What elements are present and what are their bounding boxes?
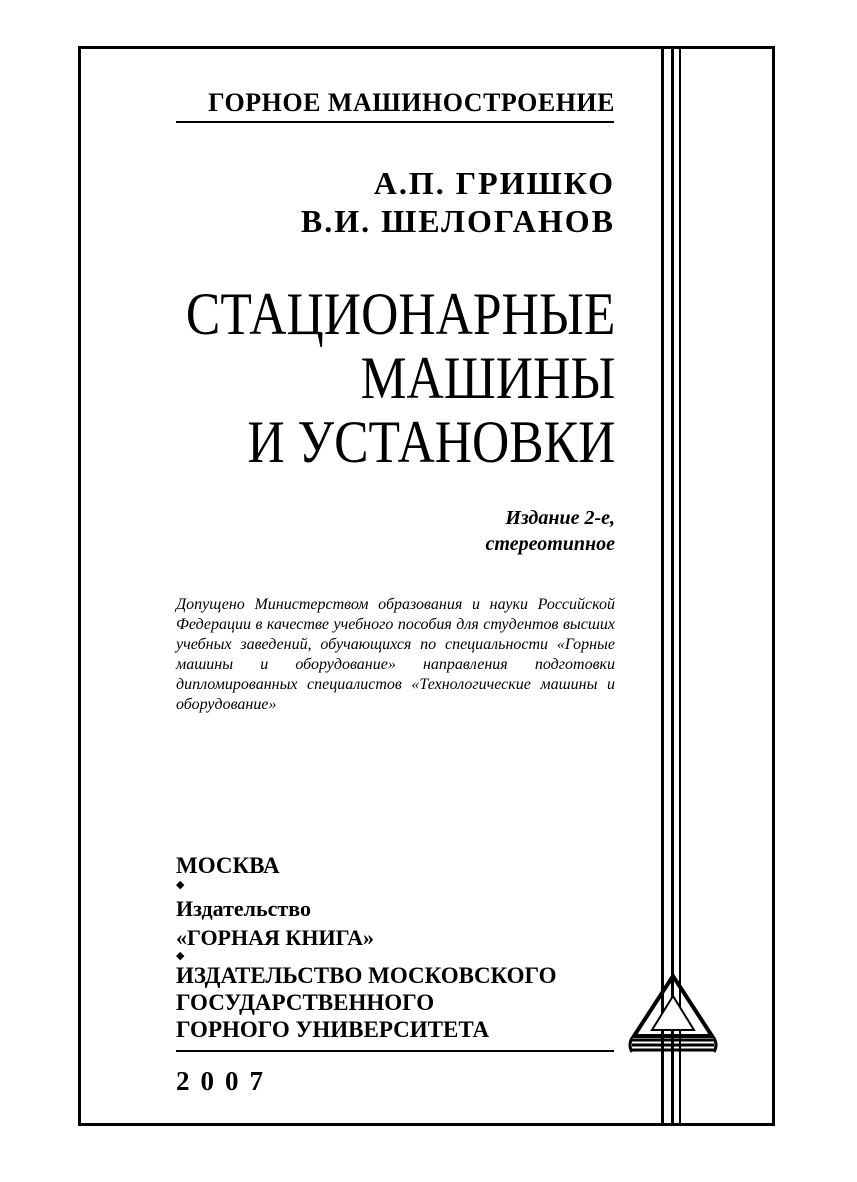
edition-line-1: Издание 2-е,	[505, 507, 615, 529]
decorative-vertical-line	[671, 46, 674, 1126]
series-underline	[176, 121, 614, 123]
ministry-approval-text: Допущено Министерством образования и науки Российской Федерации в качестве учебного пособия для студентов высших учебных заведений, обучающихся по специальности «Горные машины и оборудование» направления подготовки дипломированных специалистов «Технологические машины и оборудование»	[176, 596, 615, 713]
decorative-vertical-line	[679, 46, 681, 1126]
book-title-line-1: СТАЦИОНАРНЫЕ	[185, 281, 615, 347]
author-2: В.И. ШЕЛОГАНОВ	[300, 203, 615, 239]
book-title-line-3: И УСТАНОВКИ	[247, 409, 615, 475]
city: МОСКВА	[176, 853, 280, 878]
copublisher-line-1: ИЗДАТЕЛЬСТВО МОСКОВСКОГО	[176, 963, 557, 988]
diamond-bullet-icon: ◆	[176, 950, 185, 962]
publisher-line-2: «ГОРНАЯ КНИГА»	[176, 925, 375, 950]
decorative-vertical-line	[661, 46, 664, 1126]
triangle-book-logo-icon	[628, 968, 718, 1058]
bottom-rule	[176, 1050, 614, 1052]
author-1: А.П. ГРИШКО	[373, 165, 615, 201]
series-title: ГОРНОЕ МАШИНОСТРОЕНИЕ	[208, 88, 615, 117]
copublisher-line-2: ГОСУДАРСТВЕННОГО	[176, 990, 435, 1015]
copublisher-block	[176, 962, 557, 1043]
copublisher-line-3: ГОРНОГО УНИВЕРСИТЕТА	[176, 1017, 490, 1042]
publication-year: 2007	[176, 1066, 274, 1096]
book-title	[186, 282, 615, 474]
edition-note	[486, 505, 615, 557]
publisher-line-1: Издательство	[176, 896, 311, 921]
edition-line-2: стереотипное	[485, 533, 615, 555]
diamond-bullet-icon: ◆	[176, 879, 185, 891]
book-title-line-2: МАШИНЫ	[360, 345, 615, 411]
